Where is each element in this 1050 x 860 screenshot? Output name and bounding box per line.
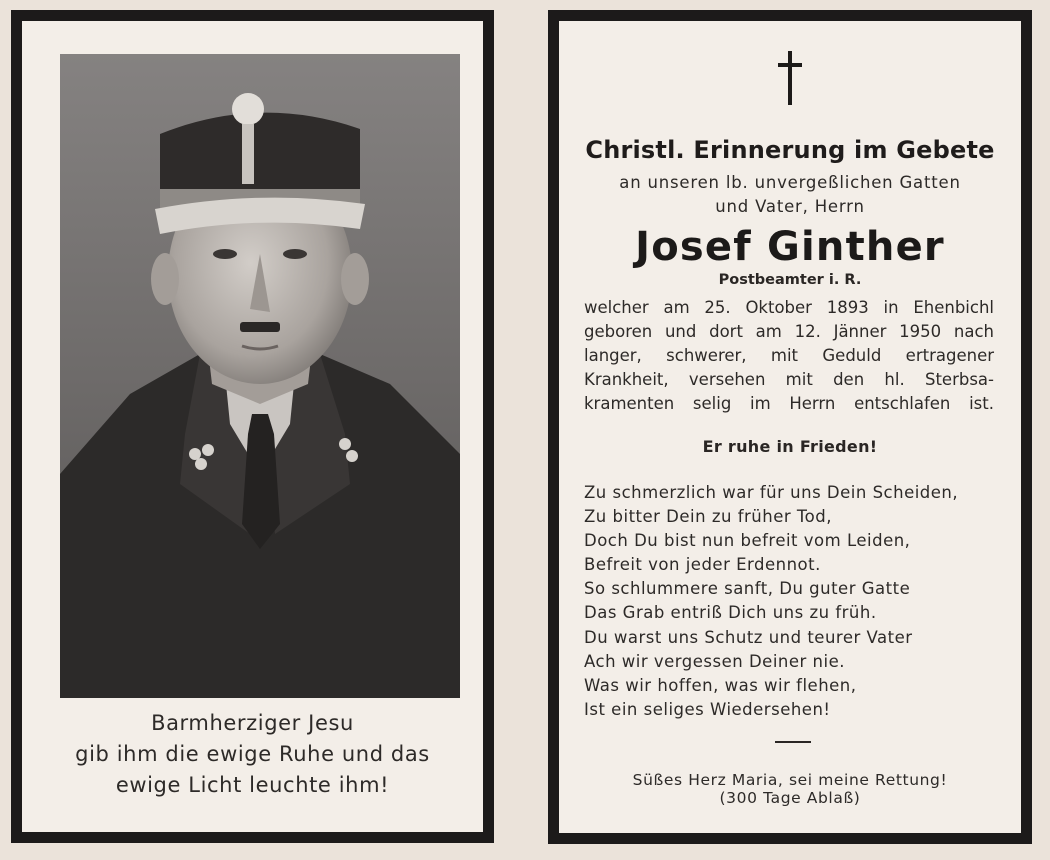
- latin-cross-icon: [778, 51, 802, 105]
- deceased-name: Josef Ginther: [635, 224, 945, 270]
- poem-line: So schlummere sanft, Du guter Gatte: [584, 579, 911, 598]
- poem-line: Das Grab entriß Dich uns zu früh.: [584, 603, 877, 622]
- bio-line: langer, schwerer, mit Geduld ertragener: [584, 346, 994, 365]
- prayer-footer-line: Süßes Herz Maria, sei meine Rettung!: [632, 771, 948, 789]
- divider: [775, 741, 811, 743]
- poem-line: Ach wir vergessen Deiner nie.: [584, 652, 845, 671]
- poem-line: Doch Du bist nun befreit vom Leiden,: [584, 531, 911, 550]
- portrait-photo: [60, 54, 460, 698]
- intro-line-1: an unseren lb. unvergeßlichen Gatten: [619, 173, 961, 192]
- bio-line: welcher am 25. Oktober 1893 in Ehenbichl: [584, 298, 994, 317]
- caption-line-2: gib ihm die ewige Ruhe und das: [75, 742, 430, 766]
- poem-line: Du warst uns Schutz und teurer Vater: [584, 628, 913, 647]
- bio-line: geboren und dort am 12. Jänner 1950 nach: [584, 322, 994, 341]
- bio-line: Krankheit, versehen mit den hl. Sterbsa-: [584, 370, 994, 389]
- poem-line: Befreit von jeder Erdennot.: [584, 555, 821, 574]
- rest-in-peace-line: Er ruhe in Frieden!: [702, 437, 878, 456]
- memorial-heading: Christl. Erinnerung im Gebete: [585, 136, 995, 164]
- portrait-illustration: [60, 54, 460, 698]
- caption-line-1: Barmherziger Jesu: [151, 711, 354, 735]
- poem-line: Was wir hoffen, was wir flehen,: [584, 676, 857, 695]
- right-card: [548, 10, 1032, 844]
- bio-line: kramenten selig im Herrn entschlafen ist.: [584, 394, 994, 413]
- indulgence-footer-line: (300 Tage Ablaß): [719, 789, 861, 807]
- intro-line-2: und Vater, Herrn: [715, 197, 865, 216]
- left-card: [11, 10, 494, 843]
- caption-line-3: ewige Licht leuchte ihm!: [115, 773, 390, 797]
- poem-line: Ist ein seliges Wiedersehen!: [584, 700, 831, 719]
- deceased-title: Postbeamter i. R.: [718, 272, 862, 288]
- poem-line: Zu schmerzlich war für uns Dein Scheiden,: [584, 483, 959, 502]
- poem-line: Zu bitter Dein zu früher Tod,: [584, 507, 832, 526]
